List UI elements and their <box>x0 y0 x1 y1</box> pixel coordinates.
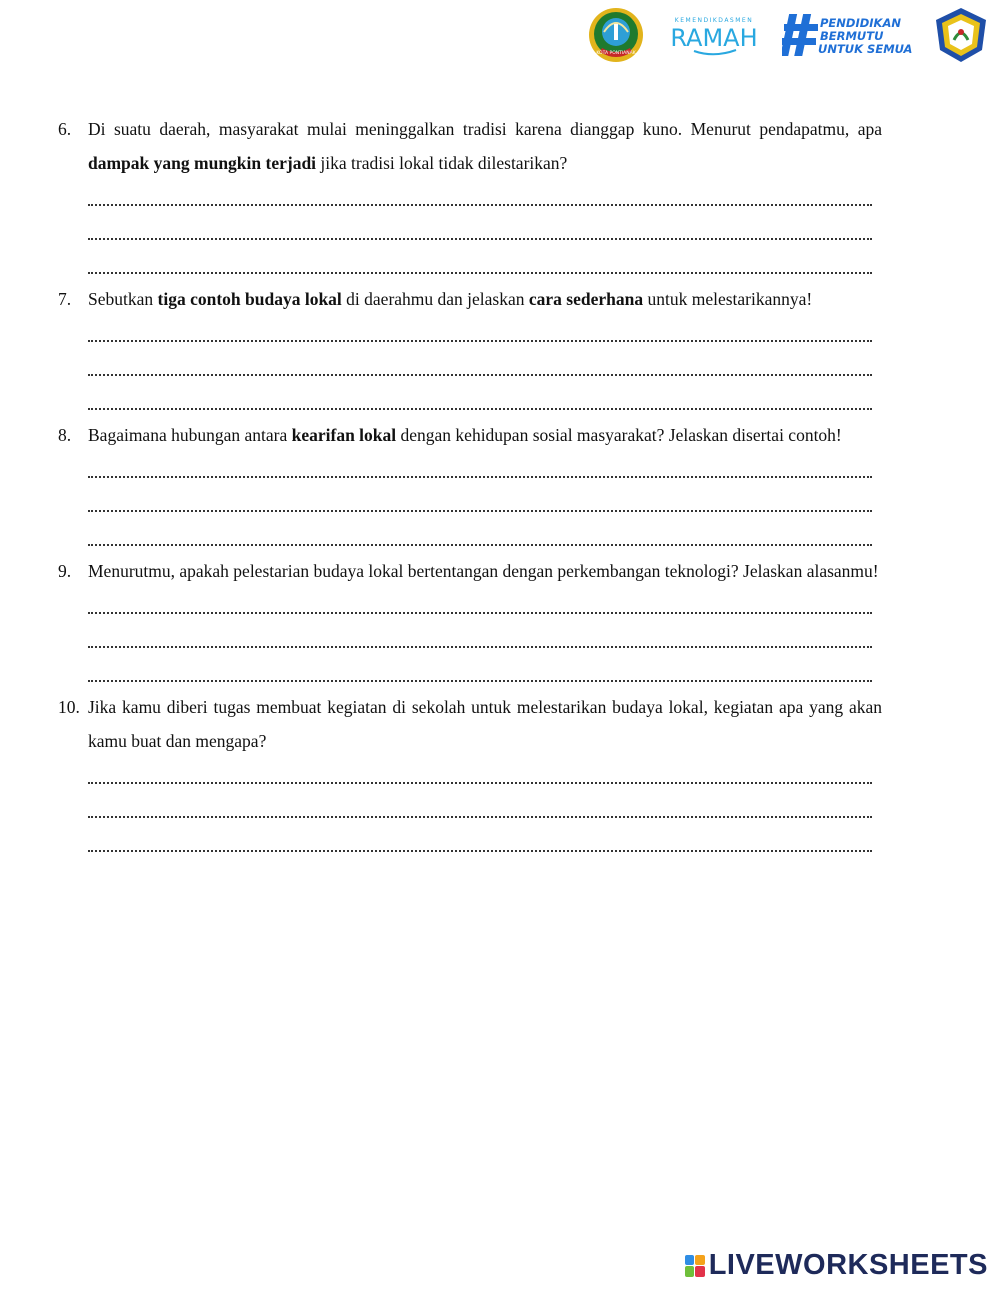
answer-line[interactable] <box>88 818 872 852</box>
question-text-segment: Bagaimana hubungan antara <box>88 425 292 445</box>
ramah-wordmark: RAMAH <box>670 24 758 52</box>
question-keyword: kearifan lokal <box>291 425 397 445</box>
regional-seal-icon <box>586 6 646 64</box>
answer-line[interactable] <box>88 512 872 546</box>
liveworksheets-brand <box>685 1249 988 1282</box>
answer-line[interactable] <box>88 172 872 206</box>
question-item <box>58 282 882 418</box>
question-item <box>58 418 882 554</box>
question-number: 10. <box>58 697 80 717</box>
answer-line[interactable] <box>88 240 872 274</box>
answer-line[interactable] <box>88 784 872 818</box>
pbm-line-1: PENDIDIKAN <box>820 16 901 30</box>
question-item <box>58 112 882 282</box>
answer-line[interactable] <box>88 478 872 512</box>
question-text-segment: Di suatu daerah, masyarakat mulai meninggalkan tradisi karena dianggap kuno. Menurut pendapatmu, apa <box>88 119 882 139</box>
school-emblem-icon <box>932 6 990 64</box>
question-list <box>58 112 882 860</box>
question-text <box>88 112 882 180</box>
question-text <box>88 690 882 758</box>
question-text-segment: Menurutmu, apakah pelestarian budaya lokal bertentangan dengan perkembangan teknologi? Jelaskan alasanmu! <box>88 561 879 581</box>
question-text-segment: di daerahmu dan jelaskan <box>341 289 529 309</box>
answer-line[interactable] <box>88 614 872 648</box>
question-number: 6. <box>58 119 72 139</box>
question-number: 9. <box>58 561 72 581</box>
answer-line[interactable] <box>88 308 872 342</box>
answer-line[interactable] <box>88 444 872 478</box>
liveworksheets-badge-icon <box>685 1255 705 1277</box>
answer-line[interactable] <box>88 376 872 410</box>
question-keyword: tiga contoh budaya lokal <box>157 289 342 309</box>
answer-line[interactable] <box>88 750 872 784</box>
answer-line[interactable] <box>88 206 872 240</box>
header-logos <box>586 6 990 64</box>
question-item <box>58 554 882 690</box>
question-item <box>58 690 882 860</box>
answer-line[interactable] <box>88 342 872 376</box>
question-number: 8. <box>58 425 72 445</box>
question-text-segment: dengan kehidupan sosial masyarakat? Jelaskan disertai contoh! <box>396 425 842 445</box>
pbm-line-3: UNTUK SEMUA <box>818 42 913 56</box>
question-text-segment: jika tradisi lokal tidak dilestarikan? <box>316 153 568 173</box>
ramah-caption: KEMENDIKDASMEN <box>674 17 754 24</box>
answer-line[interactable] <box>88 580 872 614</box>
question-text-segment: Jika kamu diberi tugas membuat kegiatan di sekolah untuk melestarikan budaya lokal, kegiatan apa yang akan kamu buat dan mengapa? <box>88 697 882 751</box>
question-number: 7. <box>58 289 72 309</box>
question-keyword: cara sederhana <box>528 289 644 309</box>
ramah-logo-icon <box>664 10 764 60</box>
answer-line[interactable] <box>88 648 872 682</box>
question-keyword: dampak yang mungkin terjadi <box>88 153 317 173</box>
seal-ribbon-text: KOTA PONTIANAK <box>596 51 636 56</box>
question-text-segment: Sebutkan <box>88 289 158 309</box>
question-text-segment: untuk melestarikannya! <box>643 289 813 309</box>
liveworksheets-wordmark: LIVEWORKSHEETS <box>708 1249 988 1281</box>
pendidikan-bermutu-logo-icon <box>782 10 914 60</box>
pbm-line-2: BERMUTU <box>820 29 884 43</box>
